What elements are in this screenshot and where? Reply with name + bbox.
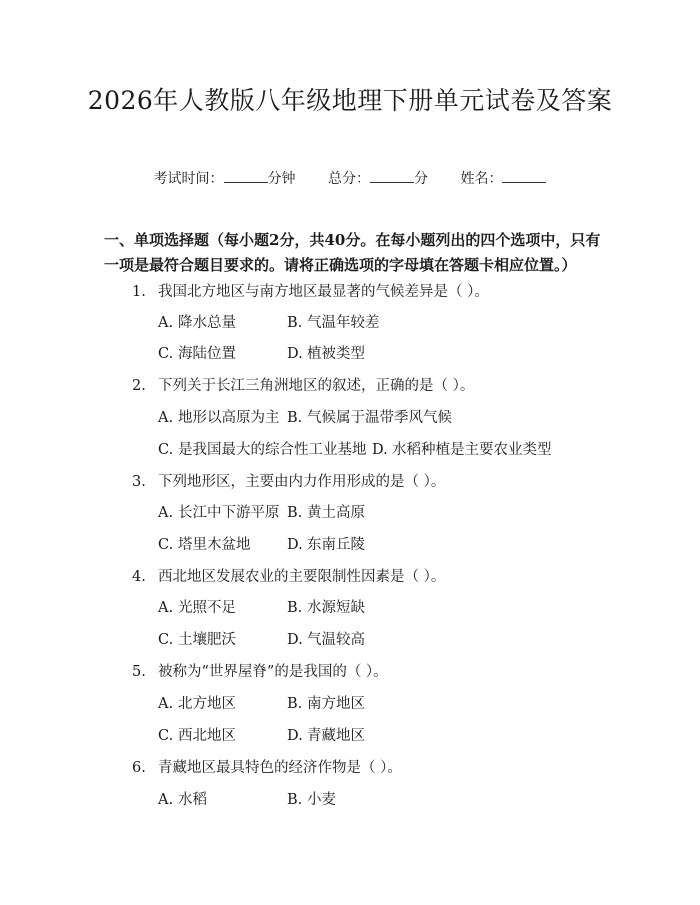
option-letter: A. bbox=[158, 410, 174, 426]
total-score-label: 总分： bbox=[328, 171, 370, 187]
option-letter: C. bbox=[158, 442, 174, 458]
question-3-option-c bbox=[158, 535, 251, 555]
option-text: 气候属于温带季风气候 bbox=[307, 410, 452, 426]
section-heading: 一、单项选择题（每小题2分，共40分。在每小题列出的四个选项中，只有一项是最符合题目要求的。请将正确选项的字母填在答题卡相应位置。） bbox=[104, 231, 601, 274]
question-2-option-c bbox=[158, 440, 367, 460]
student-name-blank bbox=[502, 168, 546, 183]
question-text: 下列地形区，主要由内力作用形成的是（ ）。 bbox=[158, 474, 446, 490]
option-letter: D. bbox=[287, 728, 303, 744]
option-text: 气温年较差 bbox=[307, 315, 380, 331]
option-text: 东南丘陵 bbox=[307, 537, 365, 553]
question-1-option-b bbox=[287, 313, 380, 333]
exam-time-blank bbox=[224, 168, 268, 183]
question-1-option-d bbox=[287, 344, 365, 364]
question-4-option-c bbox=[158, 630, 236, 650]
option-text: 水源短缺 bbox=[307, 600, 365, 616]
question-6-option-b bbox=[287, 790, 336, 810]
option-letter: A. bbox=[158, 505, 174, 521]
option-text: 土壤肥沃 bbox=[178, 632, 236, 648]
question-4-option-a bbox=[158, 598, 236, 618]
option-letter: A. bbox=[158, 600, 174, 616]
exam-time-field bbox=[154, 168, 296, 189]
question-1-option-a bbox=[158, 313, 236, 333]
option-letter: B. bbox=[287, 315, 303, 331]
question-text: 青藏地区最具特色的经济作物是（ ）。 bbox=[158, 760, 402, 776]
option-letter: A. bbox=[158, 696, 174, 712]
question-5-option-a bbox=[158, 694, 236, 714]
option-letter: B. bbox=[287, 792, 303, 808]
option-letter: C. bbox=[158, 346, 174, 362]
question-number: 1. bbox=[132, 284, 146, 300]
question-number: 6. bbox=[132, 760, 146, 776]
option-letter: B. bbox=[287, 505, 303, 521]
question-4-option-d bbox=[287, 630, 365, 650]
option-text: 长江中下游平原 bbox=[178, 505, 280, 521]
question-5-option-b bbox=[287, 694, 365, 714]
question-1-option-c bbox=[158, 344, 236, 364]
question-number: 4. bbox=[132, 569, 146, 585]
exam-meta-line bbox=[0, 168, 700, 189]
option-letter: A. bbox=[158, 792, 174, 808]
student-name-label: 姓名： bbox=[460, 171, 503, 187]
question-2-option-d bbox=[372, 440, 552, 460]
option-letter: C. bbox=[158, 537, 174, 553]
option-text: 西北地区 bbox=[178, 728, 236, 744]
question-text: 被称为“世界屋脊”的是我国的（ ）。 bbox=[158, 664, 388, 680]
question-6 bbox=[132, 758, 402, 778]
option-letter: D. bbox=[287, 632, 303, 648]
option-letter: B. bbox=[287, 600, 303, 616]
question-number: 3. bbox=[132, 474, 146, 490]
question-5 bbox=[132, 662, 388, 682]
question-2 bbox=[132, 376, 474, 396]
option-text: 海陆位置 bbox=[178, 346, 236, 362]
option-text: 是我国最大的综合性工业基地 bbox=[178, 442, 367, 458]
question-3 bbox=[132, 472, 445, 492]
option-text: 塔里木盆地 bbox=[178, 537, 251, 553]
question-text: 我国北方地区与南方地区最显著的气候差异是（ ）。 bbox=[158, 284, 489, 300]
question-5-option-d bbox=[287, 726, 365, 746]
student-name-field bbox=[460, 168, 546, 189]
option-text: 南方地区 bbox=[307, 696, 365, 712]
total-score-unit: 分 bbox=[414, 171, 428, 187]
total-score-field bbox=[328, 168, 428, 189]
exam-time-unit: 分钟 bbox=[267, 171, 296, 187]
question-6-option-a bbox=[158, 790, 207, 810]
question-1 bbox=[132, 282, 489, 302]
question-4 bbox=[132, 567, 445, 587]
option-letter: D. bbox=[287, 537, 303, 553]
option-letter: B. bbox=[287, 696, 303, 712]
question-5-option-c bbox=[158, 726, 236, 746]
question-2-option-a bbox=[158, 408, 280, 428]
option-text: 北方地区 bbox=[178, 696, 236, 712]
question-3-option-a bbox=[158, 503, 280, 523]
option-letter: D. bbox=[372, 442, 388, 458]
question-3-option-b bbox=[287, 503, 365, 523]
option-text: 水稻种植是主要农业类型 bbox=[392, 442, 552, 458]
option-text: 降水总量 bbox=[178, 315, 236, 331]
option-text: 小麦 bbox=[307, 792, 336, 808]
question-text: 西北地区发展农业的主要限制性因素是（ ）。 bbox=[158, 569, 446, 585]
question-number: 5. bbox=[132, 664, 146, 680]
option-letter: B. bbox=[287, 410, 303, 426]
document-title: 2026年人教版八年级地理下册单元试卷及答案 bbox=[87, 86, 613, 115]
exam-time-label: 考试时间： bbox=[153, 171, 224, 187]
option-text: 水稻 bbox=[178, 792, 207, 808]
total-score-blank bbox=[370, 168, 414, 183]
option-text: 青藏地区 bbox=[307, 728, 365, 744]
option-text: 植被类型 bbox=[307, 346, 365, 362]
question-2-option-b bbox=[287, 408, 452, 428]
question-text: 下列关于长江三角洲地区的叙述，正确的是（ ）。 bbox=[158, 378, 475, 394]
question-number: 2. bbox=[132, 378, 146, 394]
option-letter: D. bbox=[287, 346, 303, 362]
option-text: 光照不足 bbox=[178, 600, 236, 616]
option-text: 黄土高原 bbox=[307, 505, 365, 521]
question-3-option-d bbox=[287, 535, 365, 555]
option-letter: C. bbox=[158, 728, 174, 744]
option-letter: A. bbox=[158, 315, 174, 331]
option-text: 地形以高原为主 bbox=[178, 410, 280, 426]
option-text: 气温较高 bbox=[307, 632, 365, 648]
question-4-option-b bbox=[287, 598, 365, 618]
option-letter: C. bbox=[158, 632, 174, 648]
